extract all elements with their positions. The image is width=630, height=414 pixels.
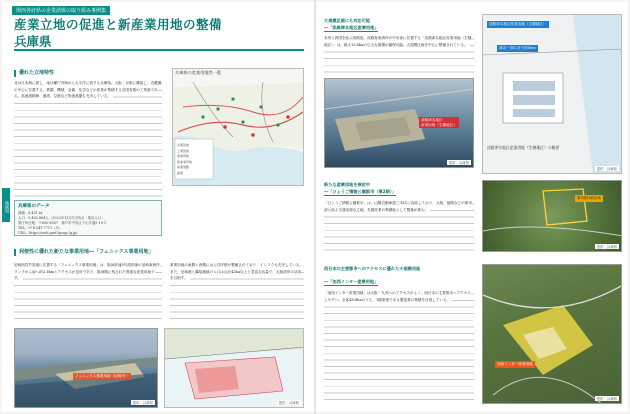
site-marker xyxy=(259,105,262,108)
topic1-aerial-photo xyxy=(324,78,474,168)
section-heading-phoenix xyxy=(14,249,154,256)
topic3-photo-credit: 提供：兵庫県 xyxy=(596,397,617,401)
topic3-body-text: 「加西インター産業用地」は大阪・九州へのアクセスがよく、西日本の主要都市へアクセスしやすい。全体48.8haのうち、1期事業である製造業の集積を目指している。 xyxy=(324,291,471,302)
topic2-heading: 新たな産業団地を検討中 xyxy=(324,182,371,187)
prefecture-name: 兵庫県 xyxy=(14,34,52,49)
topic1-map-note: 津名一宮ICまで約5km xyxy=(499,46,536,50)
phoenix-aerial-photo xyxy=(14,328,158,408)
topic1-body-text: 本州と四国を結ぶ淡路島。淡路島東海岸の中央部に位置する「淡路津名地区産業用地（生穂地区）」は、最大13.6haの広大な面積が確保可能。大規模区画を中心に整備されている。 xyxy=(324,36,472,47)
site-marker xyxy=(231,97,234,100)
topic2-body-text: 「ひょうご情報公園都市」は、山陽自動車道三木ICに直結しており、大阪、姫路などの都市部と結ぶ交通至便な立地。先端産業の集積地として整備が進む。 xyxy=(324,201,472,212)
legend-item: 産業用地 xyxy=(177,154,190,158)
series-tag: 関西各府県の企業誘致の取り組み事例集 xyxy=(12,6,110,15)
photo-caption: フェニックス事業用地（尼崎市） xyxy=(75,374,129,378)
topic2-body xyxy=(324,200,474,252)
site-marker xyxy=(276,123,279,126)
phoenix-site-plan xyxy=(164,328,304,408)
title-rule xyxy=(14,49,304,51)
section-body-text: 北は日本海に面し、南は瀬戸内海から太平洋に面する兵庫県。大阪・京都に隣接し、近畿圏の中心に位置する。鉄鋼、機械、金属、化学などの産業が集積する全国有数の工業県である。高速道路網、港湾、空港など物流基盤も充実している。 xyxy=(14,81,162,99)
section-body-text: 尼崎西宮芦屋港に位置する「フェニックス事業用地」は、阪神高速5号湾岸線の尼崎東海岸ランプから南へ約2.3kmとアクセスが良好であり、阪神間に残された貴重な産業用地です。 xyxy=(14,263,160,281)
legend-item: 新産業用地 xyxy=(177,159,193,164)
topic1-site-map xyxy=(482,14,622,174)
data-line-url: URL：https://web.pref.hyogo.lg.jp/ xyxy=(18,231,78,235)
section-body-phoenix xyxy=(14,262,162,322)
topic2-photo-credit: 提供：兵庫県 xyxy=(596,245,617,249)
section-subheading: ―「フェニックス事業用地」 xyxy=(89,249,154,255)
section-body-phoenix-continued xyxy=(170,262,304,322)
topic1-photo-credit: 提供：兵庫県 xyxy=(448,161,469,165)
photo-credit: 提供：兵庫県 xyxy=(132,401,153,405)
section-body-text: 事業用地の東側と西側には公共岸壁が整備されており、インフラも充実している。また、尼崎港と隣接地域の入口は合計43ha以上と豊富な容量で、大阪湾岸の活用を目指す。 xyxy=(170,263,303,281)
topic3-subheading: ―「加西インター産業用地」 xyxy=(324,279,379,284)
data-line-population: 人口：5,402,864人（2022年11月1日時点・推計人口） xyxy=(18,216,105,220)
topic2-photo-label: 第2期対象区域 xyxy=(577,196,601,200)
prefecture-data-box xyxy=(14,200,162,236)
plan-credit: 提供：兵庫県 xyxy=(278,401,299,405)
left-page xyxy=(2,2,314,412)
page-title: 産業立地の促進と新産業用地の整備 xyxy=(14,17,223,32)
topic1-subheading: ―「淡路津名地区産業用地」 xyxy=(324,25,379,30)
legend-item: 高速道路 xyxy=(177,165,190,169)
data-box-heading: 兵庫県のデータ xyxy=(18,204,50,209)
topic3-heading: 西日本の主要都市へのアクセスに優れた大規模用地 xyxy=(324,266,421,271)
site-marker xyxy=(201,115,204,118)
topic1-map-caption: 淡路津名地区産業用地（生穂地区）の概要 xyxy=(487,145,560,150)
topic3-aerial-photo xyxy=(482,264,622,404)
site-marker xyxy=(286,115,290,119)
site-marker xyxy=(223,125,227,129)
topic2-aerial-photo xyxy=(482,180,622,252)
topic3-body xyxy=(324,290,474,404)
topic1-body xyxy=(324,35,474,75)
section-body-location xyxy=(14,80,162,198)
map-title: 兵庫県の産業用地等一覧 xyxy=(175,70,222,75)
topic1-map-label: 淡路津名地区産業用地（生穂地区） xyxy=(489,22,547,26)
topic2-subheading: ―「ひょうご情報公園都市（第2期）」 xyxy=(324,189,397,194)
side-tab: 地域別 xyxy=(2,188,10,222)
industrial-site-map xyxy=(172,68,304,186)
topic3-photo-label: 加西インター産業用地 xyxy=(497,362,533,366)
data-line-area: 面積：8,401 ㎢ xyxy=(18,211,43,215)
topic1-map-credit: 提供：兵庫県 xyxy=(596,167,617,171)
map-legend xyxy=(177,143,213,176)
legend-item: 企業団地 xyxy=(177,143,190,147)
data-line-tel: TEL：078-341-7711（代） xyxy=(18,226,63,230)
section-heading-location: 優れた立地特性 xyxy=(14,70,54,77)
data-line-address: 県庁所在地：〒650-8567 神戸市中央区下山手通5-10-1 xyxy=(18,221,107,225)
site-marker xyxy=(216,107,219,110)
topic1-heading: 大規模区画にも対応可能 xyxy=(324,18,371,23)
legend-item: 鉄道 xyxy=(177,170,184,175)
site-marker xyxy=(251,133,255,137)
site-marker xyxy=(241,120,244,123)
section-heading-text: 利便性に優れた新たな事業用地 xyxy=(19,249,90,255)
topic1-photo-label: 淡路津名地区 産業用地（生穂地区） xyxy=(421,118,457,127)
legend-item: 工業団地 xyxy=(177,148,190,153)
right-page xyxy=(316,2,628,412)
